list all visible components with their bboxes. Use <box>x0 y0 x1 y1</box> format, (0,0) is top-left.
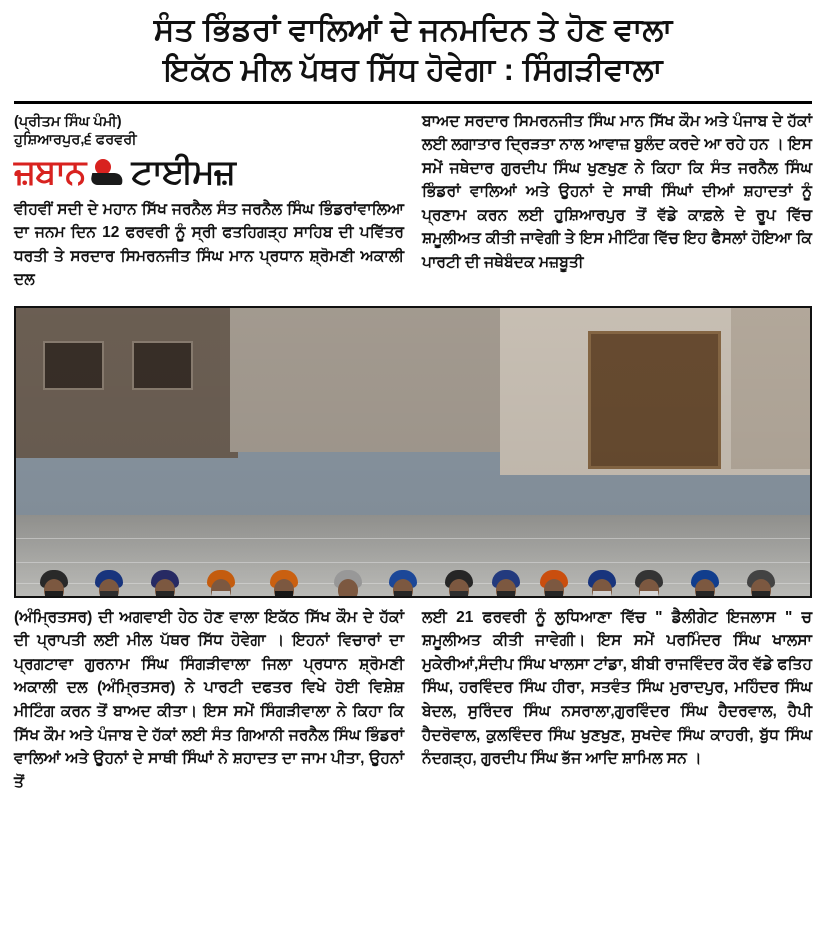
byline: (ਪ੍ਰੀਤਮ ਸਿੰਘ ਪੰਮੀ) <box>14 113 122 130</box>
left-column-bottom <box>14 606 404 800</box>
headline-line-1: ਸੰਤ ਭਿੰਡਰਾਂ ਵਾਲਿਆਂ ਦੇ ਜਨਮਦਿਨ ਤੇ ਹੋਣ ਵਾਲਾ <box>153 12 673 47</box>
article-paragraph-right-top <box>422 110 812 275</box>
photo-scene <box>16 308 810 596</box>
right-column-bottom <box>422 606 812 800</box>
headline-line-2: ਇਕੱਠ ਮੀਲ ਪੱਥਰ ਸਿੱਧ ਹੋਵੇਗਾ : ਸਿੰਗੜੀਵਾਲਾ <box>163 52 663 88</box>
masthead-logo <box>14 152 404 192</box>
paragraph-text: ਵੀਹਵੀਂ ਸਦੀ ਦੇ ਮਹਾਨ ਸਿੱਖ ਜਰਨੈਲ ਸੰਤ ਜਰਨੈਲ ਸਿੰਘ ਭਿੰਡਰਾਂਵਾਲਿਆ ਦਾ ਜਨਮ ਦਿਨ 12 ਫਰਵਰੀ ਨੂੰ ਸ੍ਰੀ ਫਤਹਿਗੜ੍ਹ ਸਾਹਿਬ ਦੀ ਪਵਿੱਤਰ ਧਰਤੀ ਤੇ ਸਰਦਾਰ ਸਿਮਰਨਜੀਤ ਸਿੰਘ ਮਾਨ ਪ੍ਰਧਾਨ ਸ਼੍ਰੋਮਣੀ ਅਕਾਲੀ ਦਲ <box>14 200 404 289</box>
paragraph-text: (ਅੰਮ੍ਰਿਤਸਰ) ਦੀ ਅਗਵਾਈ ਹੇਠ ਹੋਣ ਵਾਲਾ ਇਕੱਠ ਸਿੱਖ ਕੌਮ ਦੇ ਹੱਕਾਂ ਦੀ ਪ੍ਰਾਪਤੀ ਲਈ ਮੀਲ ਪੱਥਰ ਸਿੱਧ ਹੋਵੇਗਾ । ਇਹਨਾਂ ਵਿਚਾਰਾਂ ਦਾ ਪ੍ਰਗਟਾਵਾ ਗੁਰਨਾਮ ਸਿੰਘ ਸਿੰਗੜੀਵਾਲਾ ਜਿਲਾ ਪ੍ਰਧਾਨ ਸ਼੍ਰੋਮਣੀ ਅਕਾਲੀ ਦਲ (ਅੰਮ੍ਰਿਤਸਰ) ਨੇ ਪਾਰਟੀ ਦਫਤਰ ਵਿਖੇ ਹੋਈ ਵਿਸ਼ੇਸ਼ ਮੀਟਿੰਗ ਕਰਨ ਤੋਂ ਬਾਅਦ ਕੀਤਾ। ਇਸ ਸਮੇਂ ਸਿੰਗੜੀਵਾਲਾ ਨੇ ਕਿਹਾ ਕਿ ਸਿੱਖ ਕੌਮ ਅਤੇ ਪੰਜਾਬ ਦੇ ਹੱਕਾਂ ਲਈ ਸੰਤ ਗਿਆਨੀ ਜਰਨੈਲ ਸਿੰਘ ਭਿੰਡਰਾਂ ਵਾਲਿਆਂ ਅਤੇ ਉਹਨਾਂ ਦੇ ਸਾਥੀ ਸਿੰਘਾਂ ਨੇ ਸ਼ਹਾਦਤ ਦਾ ਜਾਮ ਪੀਤਾ, ਉਹਨਾਂ ਤੋਂ <box>14 608 404 791</box>
photo-tone-overlay <box>16 308 810 596</box>
paragraph-text: ਲਈ 21 ਫਰਵਰੀ ਨੂੰ ਲੁਧਿਆਣਾ ਵਿੱਚ " ਡੈਲੀਗੇਟ ਇਜਲਾਸ " ਚ ਸ਼ਮੂਲੀਅਤ ਕੀਤੀ ਜਾਵੇਗੀ। ਇਸ ਸਮੇਂ ਪਰਮਿੰਦਰ ਸਿੰਘ ਖਾਲਸਾ ਮੁਕੇਰੀਆਂ,ਸੰਦੀਪ ਸਿੰਘ ਖਾਲਸਾ ਟਾਂਡਾ, ਬੀਬੀ ਰਾਜਵਿੰਦਰ ਕੌਰ ਵੱਡੇ ਫਤਿਹ ਸਿੰਘ, ਹਰਵਿੰਦਰ ਸਿੰਘ ਹੀਰਾ, ਸਤਵੰਤ ਸਿੰਘ ਮੁਰਾਦਪੁਰ, ਮਹਿੰਦਰ ਸਿੰਘ ਬੇਦਲ, ਸੁਰਿੰਦਰ ਸਿੰਘ ਨਸਰਾਲਾ,ਗੁਰਵਿੰਦਰ ਸਿੰਘ ਹੈਦਰਵਾਲ, ਹੈਪੀ ਹੈਦਰੋਵਾਲ, ਕੁਲਵਿੰਦਰ ਸਿੰਘ ਖੁਣਖੁਣ, ਸੁਖਦੇਵ ਸਿੰਘ ਕਾਹਰੀ, ਬੁੱਧ ਸਿੰਘ ਨੰਦਗੜ੍ਹ, ਗੁਰਦੀਪ ਸਿੰਘ ਭੱਜ ਆਦਿ ਸ਼ਾਮਿਲ ਸਨ । <box>422 608 812 768</box>
page-title <box>0 0 826 93</box>
paragraph-text: ਬਾਅਦ ਸਰਦਾਰ ਸਿਮਰਨਜੀਤ ਸਿੰਘ ਮਾਨ ਸਿੱਖ ਕੌਮ ਅਤੇ ਪੰਜਾਬ ਦੇ ਹੱਕਾਂ ਲਈ ਲਗਾਤਾਰ ਦ੍ਰਿੜਤਾ ਨਾਲ ਆਵਾਜ਼ ਬੁਲੰਦ ਕਰਦੇ ਆ ਰਹੇ ਹਨ । ਇਸ ਸਮੇਂ ਜਥੇਦਾਰ ਗੁਰਦੀਪ ਸਿੰਘ ਖੁਣਖੁਣ ਨੇ ਕਿਹਾ ਕਿ ਸੰਤ ਜਰਨੈਲ ਸਿੰਘ ਭਿੰਡਰਾਂ ਵਾਲਿਆਂ ਅਤੇ ਉਹਨਾਂ ਦੇ ਸਾਥੀ ਸਿੰਘਾਂ ਦੀਆਂ ਸ਼ਹਾਦਤਾਂ ਨੂੰ ਪ੍ਰਣਾਮ ਕਰਨ ਲਈ ਹੁਸ਼ਿਆਰਪੁਰ ਤੋਂ ਵੱਡੇ ਕਾਫ਼ਲੇ ਦੇ ਰੂਪ ਵਿੱਚ ਸ਼ਮੂਲੀਅਤ ਕੀਤੀ ਜਾਵੇਗੀ ਤੇ ਇਸ ਮੀਟਿੰਗ ਵਿੱਚ ਇਹ ਫੈਸਲਾਂ ਹੋਇਆ ਕਿ ਪਾਰਟੀ ਦੀ ਜਥੇਬੰਦਕ ਮਜ਼ਬੂਤੀ <box>422 112 812 271</box>
masthead-word-black: ਟਾਈਮਜ਼ <box>131 152 235 191</box>
article-paragraph-right-bottom <box>422 606 812 771</box>
upper-columns <box>0 104 826 298</box>
left-column-top <box>14 110 404 298</box>
right-column-top <box>422 110 812 298</box>
masthead-word-red: ਜ਼ਬਾਨ <box>14 152 86 191</box>
article-photo <box>14 306 812 598</box>
swoosh-icon <box>91 157 125 187</box>
article-paragraph-left-top <box>14 198 404 292</box>
dateline: ਹੁਸ਼ਿਆਰਪੁਰ,੬ ਫਰਵਰੀ <box>14 131 137 148</box>
lower-columns <box>0 598 826 810</box>
article-paragraph-left-bottom <box>14 606 404 794</box>
